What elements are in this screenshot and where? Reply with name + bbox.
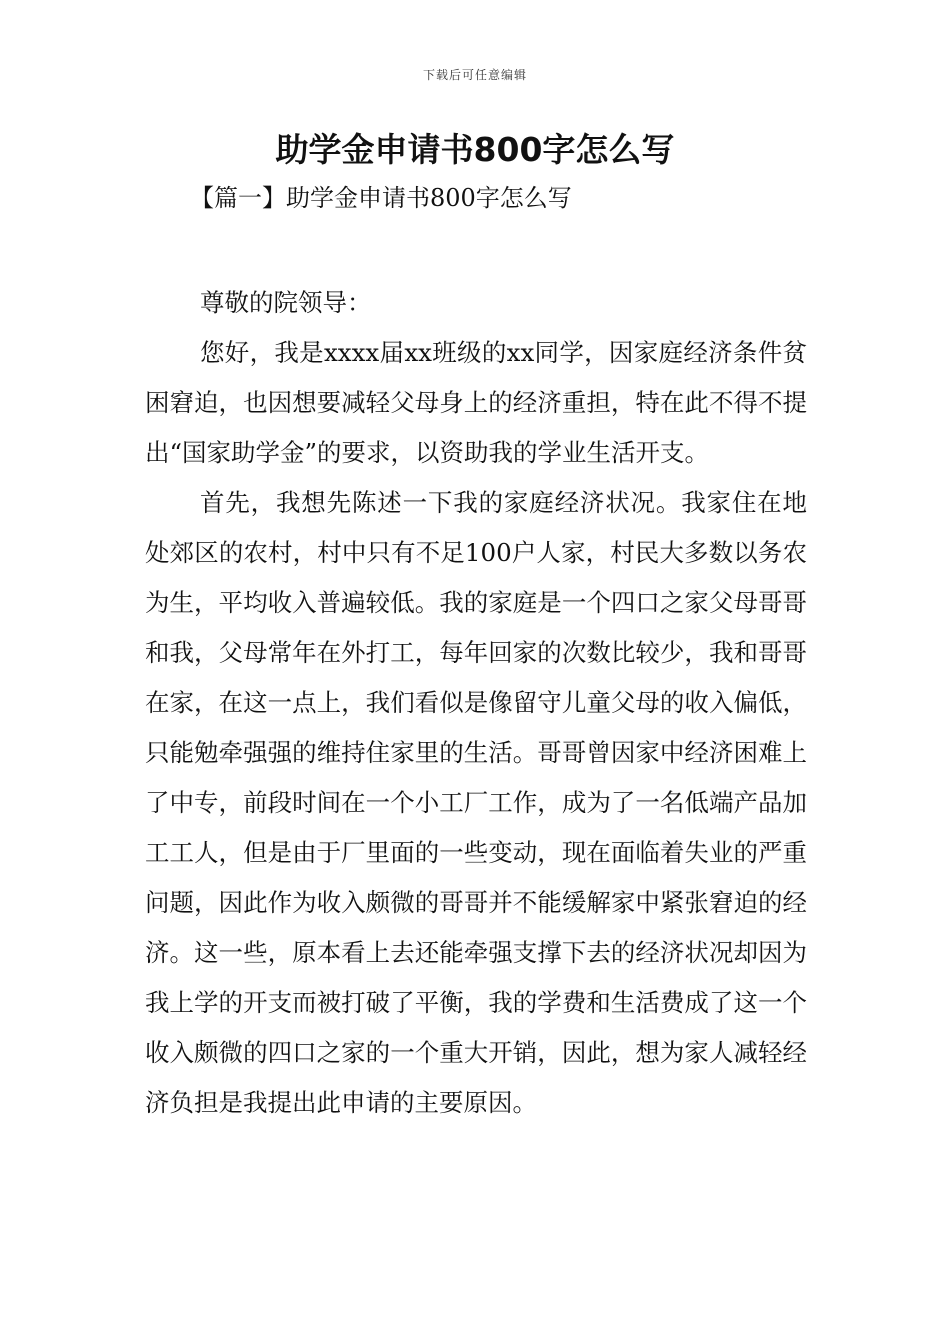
salutation: 尊敬的院领导： — [200, 288, 372, 317]
header-note: 下载后可任意编辑 — [422, 68, 527, 82]
document-body — [145, 278, 807, 1128]
section-heading: 【篇一】助学金申请书800字怎么写 — [190, 184, 572, 212]
document-title: 助学金申请书800字怎么写 — [275, 130, 675, 169]
paragraph: 首先，我想先陈述一下我的家庭经济状况。我家住在地处郊区的农村，村中只有不足100户人家，村民大多数以务农为生，平均收入普遍较低。我的家庭是一个四口之家父母哥哥和我，父母常年在外打工，每年回家的次数比较少，我和哥哥在家，在这一点上，我们看似是像留守儿童父母的收入偏低，只能勉牵强强的维持住家里的生活。哥哥曾因家中经济困难上了中专，前段时间在一个小工厂工作，成为了一名低端产品加工工人，但是由于厂里面的一些变动，现在面临着失业的严重问题，因此作为收入颇微的哥哥并不能缓解家中紧张窘迫的经济。这一些，原本看上去还能牵强支撑下去的经济状况却因为我上学的开支而被打破了平衡，我的学费和生活费成了这一个收入颇微的四口之家的一个重大开销，因此，想为家人减轻经济负担是我提出此申请的主要原因。 — [145, 488, 807, 1117]
paragraph: 您好，我是xxxx届xx班级的xx同学，因家庭经济条件贫困窘迫，也因想要减轻父母身上的经济重担，特在此不得不提出“国家助学金”的要求，以资助我的学业生活开支。 — [145, 338, 807, 467]
